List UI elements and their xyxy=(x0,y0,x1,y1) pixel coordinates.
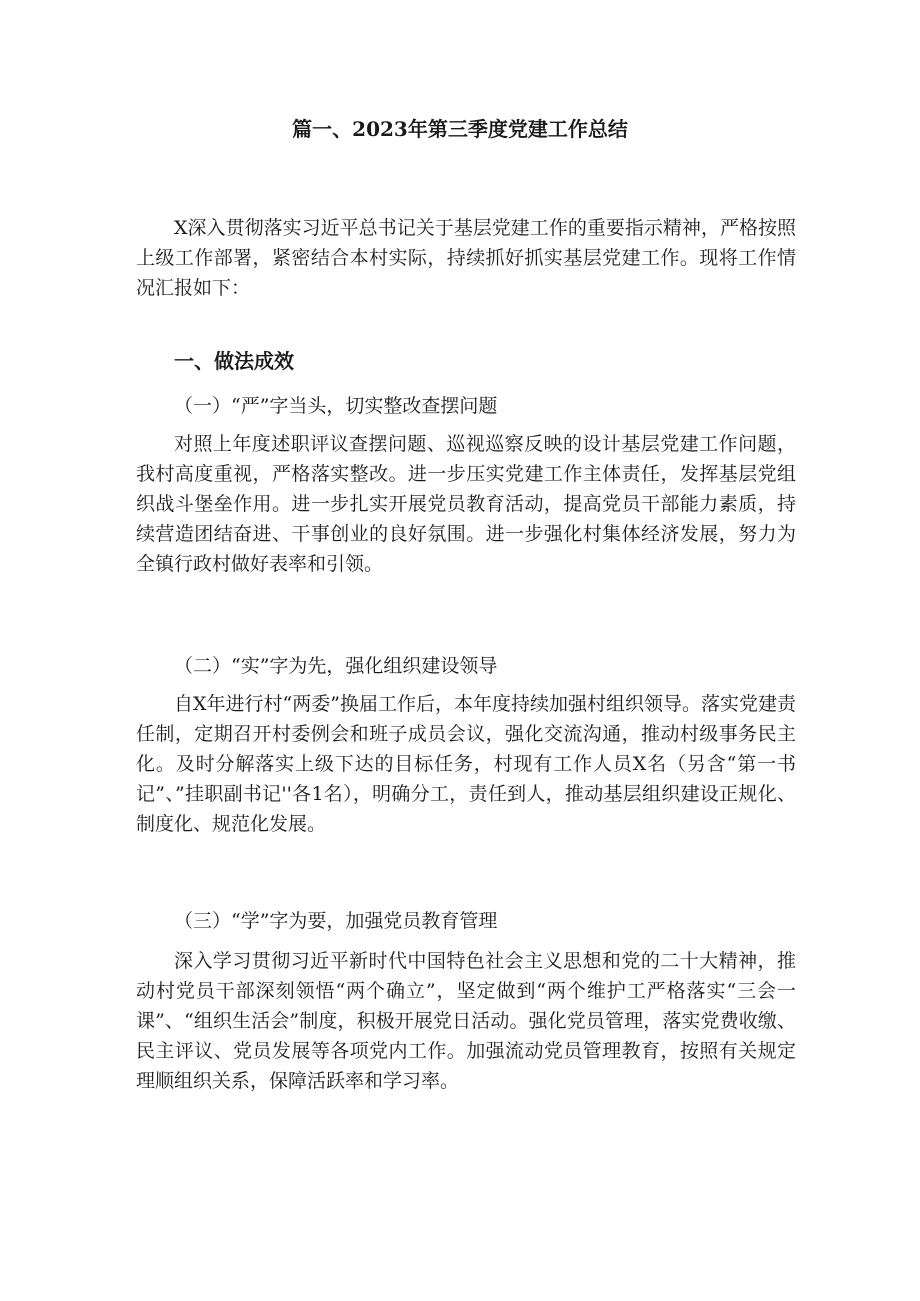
subsection-body-2: 自X年进行村“两委”换届工作后，本年度持续加强村组织领导。落实党建责任制，定期召开村委例会和班子成员会议，强化交流沟通，推动村级事务民主化。及时分解落实上级下达的目标任务，村现有工作人员X名（另含“第一书记”、”挂职副书记''各1名），明确分工，责任到人，推动基层组织建设正规化、制度化、规范化发展。 xyxy=(136,693,796,835)
subsection-heading-2: （二）“实”字为先，强化组织建设领导 xyxy=(174,655,498,677)
section-heading-results: 一、做法成效 xyxy=(174,349,294,373)
document-title: 篇一、2023年第三季度党建工作总结 xyxy=(292,117,628,141)
subsection-heading-3: （三）“学”字为要，加强党员教育管理 xyxy=(174,910,498,932)
subsection-body-3: 深入学习贯彻习近平新时代中国特色社会主义思想和党的二十大精神，推动村党员干部深刻领悟“两个确立”，坚定做到“两个维护工严格落实“三会一课”、“组织生活会”制度，积极开展党日活动。强化党员管理，落实党费收缴、民主评议、党员发展等各项党内工作。加强流动党员管理教育，按照有关规定理顺组织关系，保障活跃率和学习率。 xyxy=(136,950,796,1092)
subsection-heading-1: （一）“严”字当头，切实整改查摆问题 xyxy=(174,395,498,417)
subsection-body-1: 对照上年度述职评议查摆问题、巡视巡察反映的设计基层党建工作问题，我村高度重视，严格落实整改。进一步压实党建工作主体责任，发挥基层党组织战斗堡垒作用。进一步扎实开展党员教育活动，提高党员干部能力素质，持续营造团结奋进、干事创业的良好氛围。进一步强化村集体经济发展，努力为全镇行政村做好表率和引领。 xyxy=(136,433,796,575)
intro-paragraph: X深入贯彻落实习近平总书记关于基层党建工作的重要指示精神，严格按照上级工作部署，紧密结合本村实际，持续抓好抓实基层党建工作。现将工作情况汇报如下： xyxy=(136,217,796,299)
